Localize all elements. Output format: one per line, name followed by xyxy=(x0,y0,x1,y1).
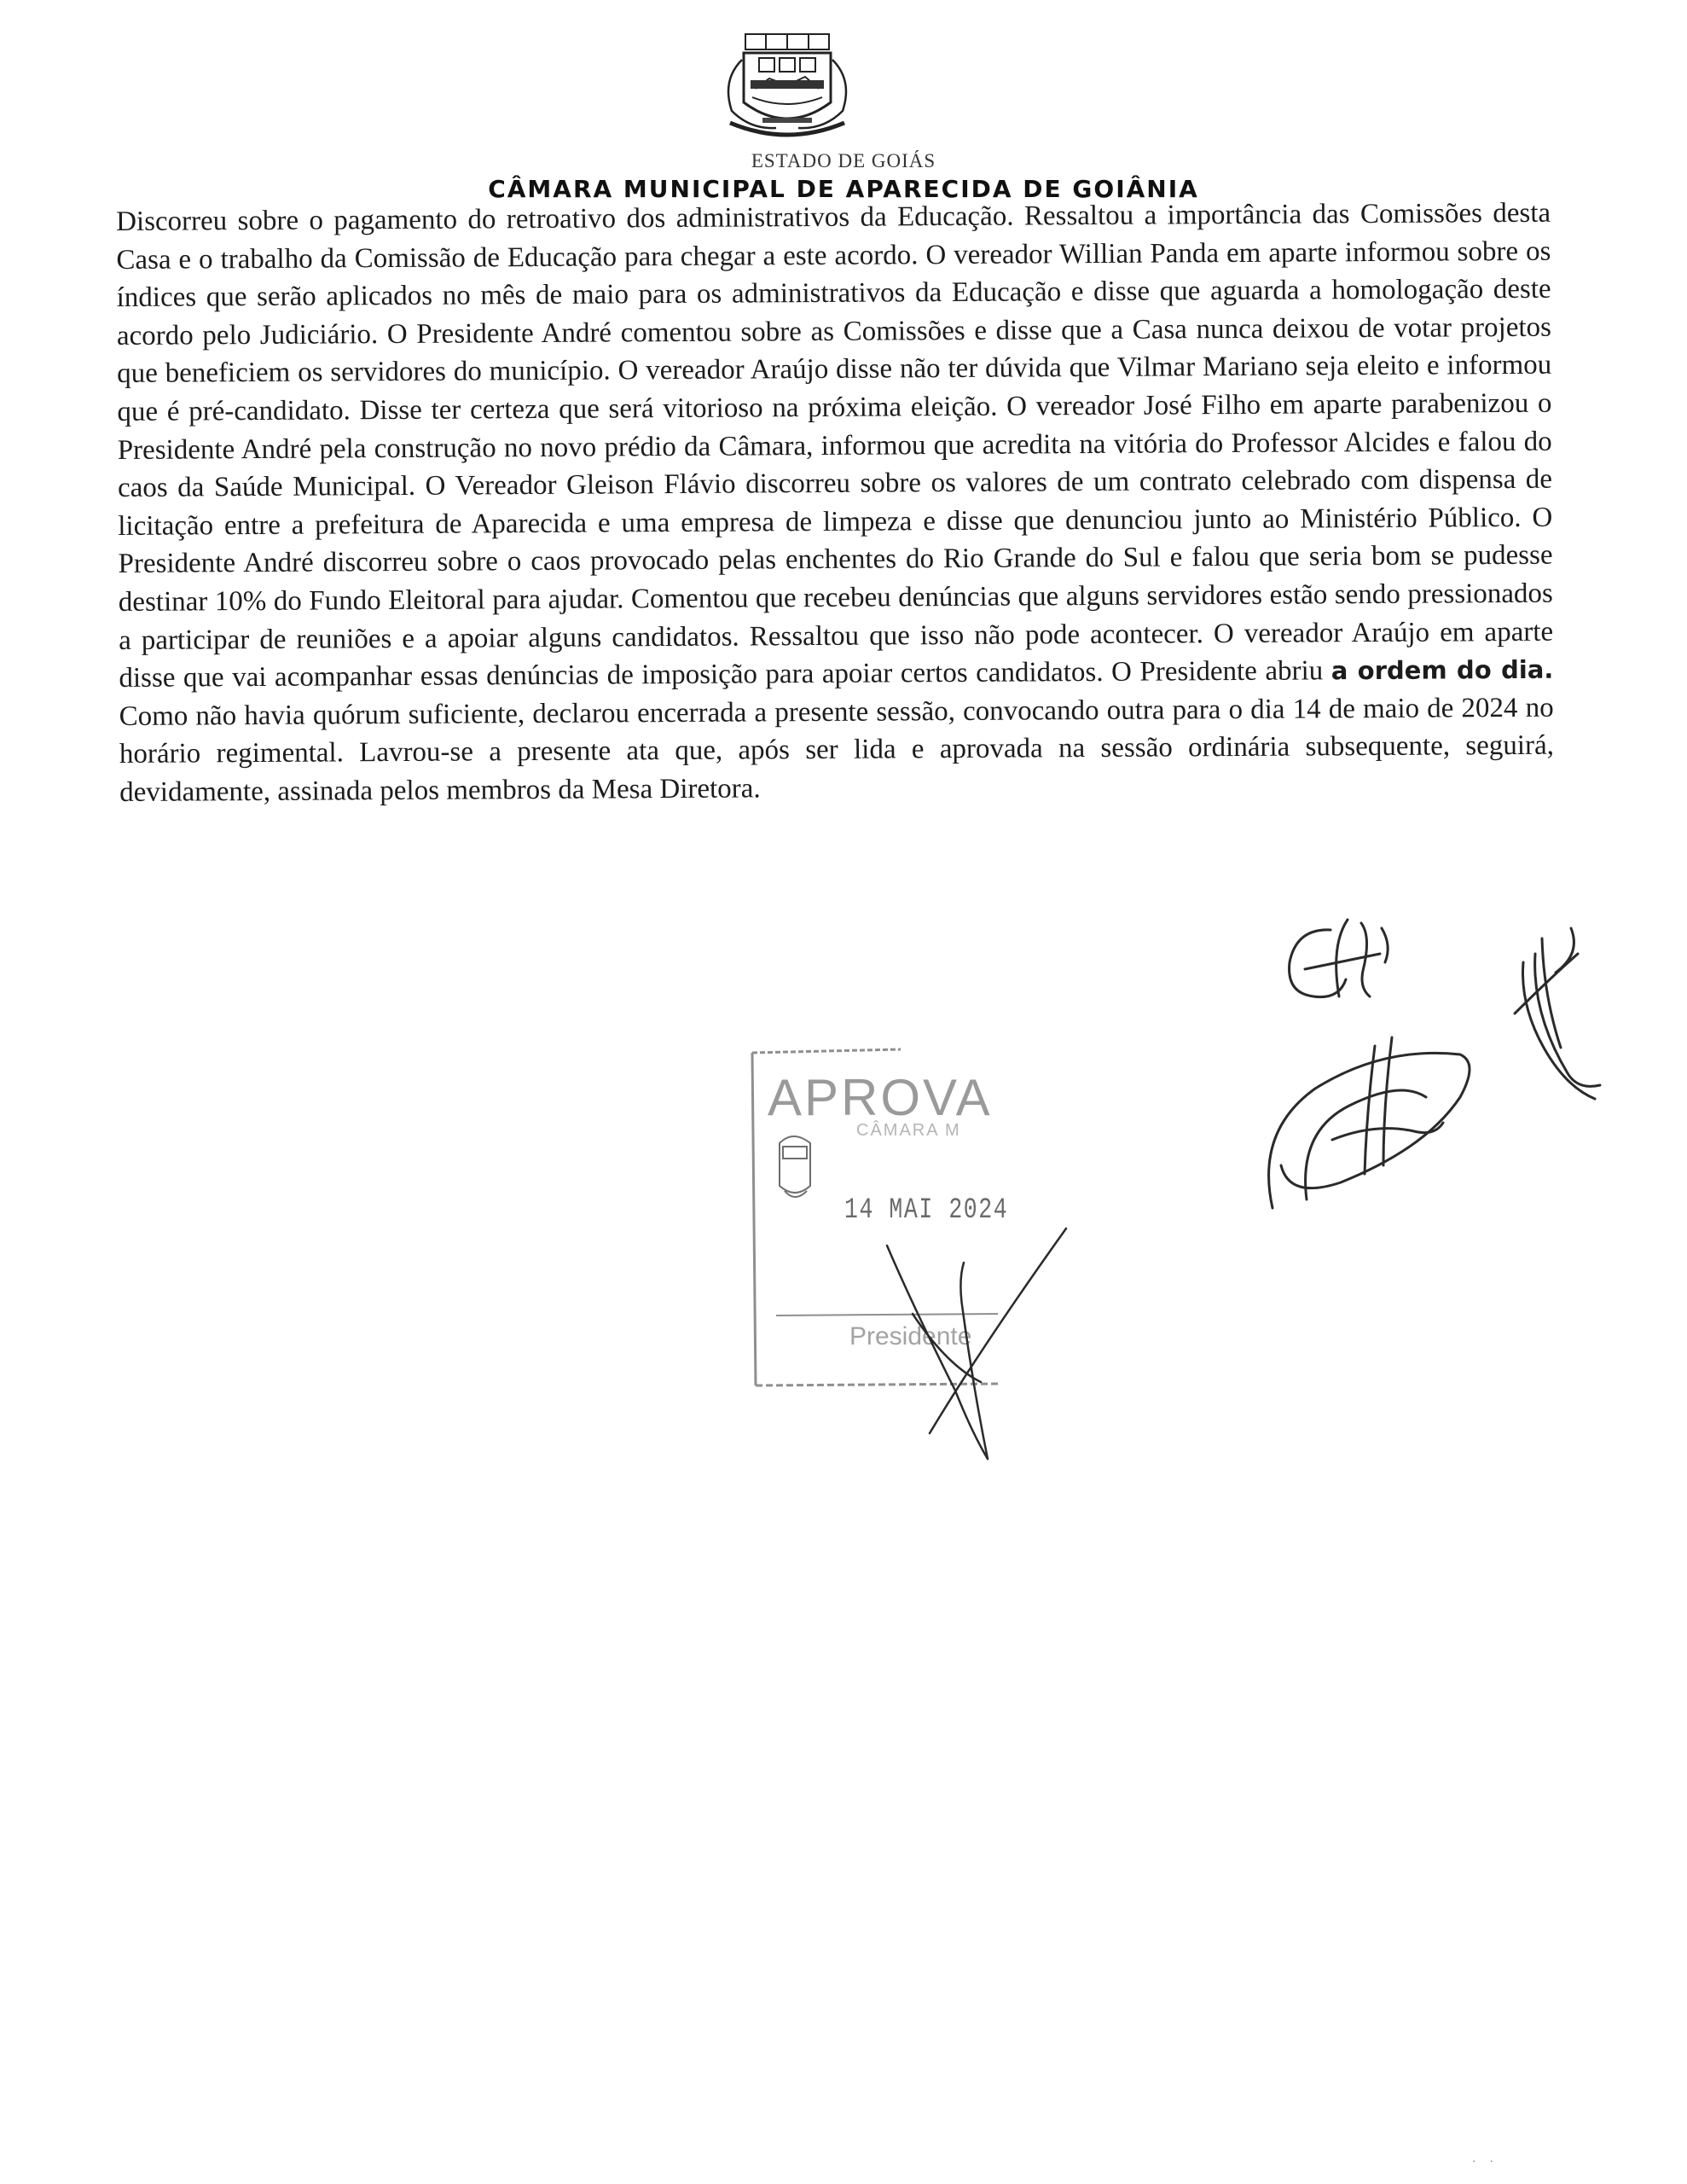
stamp-role-text: Presidente xyxy=(849,1322,972,1350)
signature-2 xyxy=(1489,920,1609,1104)
municipal-coat-of-arms-icon xyxy=(710,29,865,143)
president-signature xyxy=(878,1177,1075,1467)
minutes-text xyxy=(116,195,1554,812)
stamp-date: 14 MAI 2024 xyxy=(844,1194,1009,1227)
chamber-heading: CÂMARA MUNICIPAL DE APARECIDA DE GOIÂNIA xyxy=(488,175,1199,203)
state-heading: ESTADO DE GOIÁS xyxy=(751,150,936,171)
stamp-institution-text: CÂMARA M xyxy=(856,1121,961,1140)
page-mark: · · xyxy=(1472,2153,1499,2167)
minutes-bold-phrase: a ordem do dia. xyxy=(1330,654,1554,686)
signature-3 xyxy=(1255,1029,1479,1217)
signature-1 xyxy=(1279,911,1399,1007)
minutes-text-part-2: Como não havia quórum suficiente, declarou encerrada a presente sessão, convocando outra para o dia 14 de maio de 2024 no horário regimental. Lavrou-se a presente ata que, após ser lida e aprovada na sessão ordinária subsequente, seguirá, devidamente, assinada pelos membros da Mesa Diretora. xyxy=(119,692,1555,808)
minutes-text-part-1: Discorreu sobre o pagamento do retroativo dos administrativos da Educação. Ressaltou a importância das Comissões desta Casa e o trabalho da Comissão de Educação para chegar a este acordo. O vereador Willian Panda em aparte informou sobre os índices que serão aplicados no mês de maio para os administrativos da Educação e disse que aguarda a homologação deste acordo pelo Judiciário. O Presidente André comentou sobre as Comissões e disse que a Casa nunca deixou de votar projetos que beneficiem os servidores do município. O vereador Araújo disse não ter dúvida que Vilmar Mariano seja eleito e informou que é pré-candidato. Disse ter certeza que será vitorioso na próxima eleição. O vereador José Filho em aparte parabenizou o Presidente André pela construção no novo prédio da Câmara, informou que acredita na vitória do Professor Alcides e falou do caos da Saúde Municipal. O Vereador Gleison Flávio discorreu sobre os valores de um contrato celebrado com dispensa de licitação entre a prefeitura de Aparecida e uma empresa de limpeza e disse que denunciou junto ao Ministério Público. O Presidente André discorreu sobre o caos provocado pelas enchentes do Rio Grande do Sul e falou que seria bom se pudesse destinar 10% do Fundo Eleitoral para ajudar. Comentou que recebeu denúncias que alguns servidores estão sendo pressionados a participar de reuniões e a apoiar alguns candidatos. Ressaltou que isso não pode acontecer. O vereador Araújo em aparte disse que vai acompanhar essas denúncias de imposição para apoiar certos candidatos. O Presidente abriu xyxy=(116,197,1554,694)
stamp-approved-text: APROVA xyxy=(768,1069,993,1126)
